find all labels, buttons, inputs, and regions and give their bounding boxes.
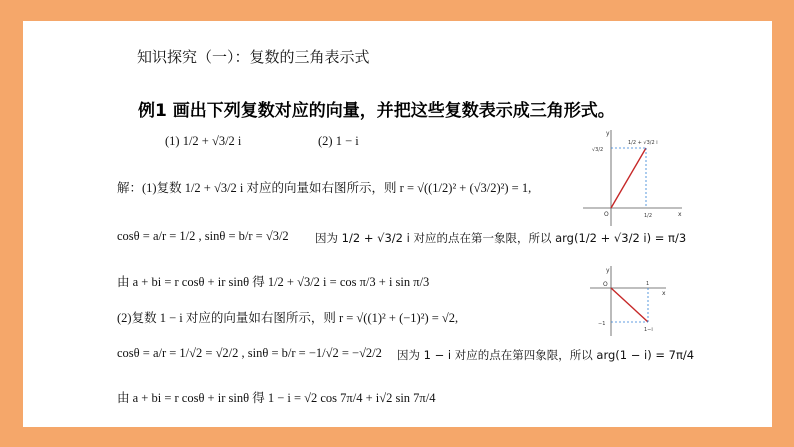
- figure-fourth-quadrant: [588, 264, 668, 339]
- figure-2-y-label: y: [606, 267, 610, 274]
- figure-1-y-label: y: [606, 130, 610, 137]
- figure-1-vector: [611, 148, 646, 208]
- figure-2-vector: [611, 288, 648, 322]
- solution-line-1: 解：(1)复数 1/2 + √3/2 i 对应的向量如右图所示，则 r = √((1/2)² + (√3/2)²) = 1,: [117, 181, 532, 195]
- figure-2-point-label: 1−i: [644, 327, 653, 333]
- problem-1: [165, 134, 241, 149]
- section-heading: 知识探究（一）：复数的三角表示式: [137, 48, 370, 66]
- figure-2-x-label: x: [662, 290, 666, 297]
- solution-line-2-text: 因为 1/2 + √3/2 i 对应的点在第一象限，所以 arg(1/2 + √3/2 i) = π/3: [315, 231, 687, 245]
- figure-1-x-label: x: [678, 211, 682, 218]
- figure-1-origin: O: [604, 211, 609, 218]
- solution-line-6: 由 a + bi = r cosθ + ir sinθ 得 1 − i = √2 cos 7π/4 + i√2 sin 7π/4: [117, 391, 436, 405]
- figure-1-point-label: 1/2 + √3/2 i: [628, 140, 658, 146]
- figure-2-origin: O: [603, 281, 608, 288]
- example-title: 例1 画出下列复数对应的向量，并把这些复数表示成三角形式。: [138, 101, 615, 121]
- figure-2-x-tick: 1: [646, 281, 650, 287]
- solution-line-5-math: cosθ = a/r = 1/√2 = √2/2 , sinθ = b/r = −1/√2 = −√2/2: [117, 346, 382, 360]
- problem-2-text: (2) 1 − i: [318, 134, 359, 148]
- solution-line-4: (2)复数 1 − i 对应的向量如右图所示，则 r = √((1)² + (−1)²) = √2,: [117, 311, 459, 325]
- solution-line-5-text: 因为 1 − i 对应的点在第四象限，所以 arg(1 − i) = 7π/4: [397, 348, 695, 362]
- problem-1-text: (1) 1/2 + √3/2 i: [165, 134, 242, 148]
- problem-2: [318, 134, 359, 149]
- figure-1-x-tick: 1/2: [644, 213, 653, 219]
- figure-first-quadrant: [578, 126, 688, 231]
- slide: [23, 21, 772, 427]
- figure-2-y-tick: −1: [598, 321, 606, 327]
- figure-2-svg: [588, 264, 668, 339]
- solution-line-3: 由 a + bi = r cosθ + ir sinθ 得 1/2 + √3/2 i = cos π/3 + i sin π/3: [117, 275, 430, 289]
- figure-1-y-tick: √3/2: [592, 147, 604, 153]
- figure-1-svg: [578, 126, 688, 231]
- solution-line-2-math: cosθ = a/r = 1/2 , sinθ = b/r = √3/2: [117, 229, 289, 243]
